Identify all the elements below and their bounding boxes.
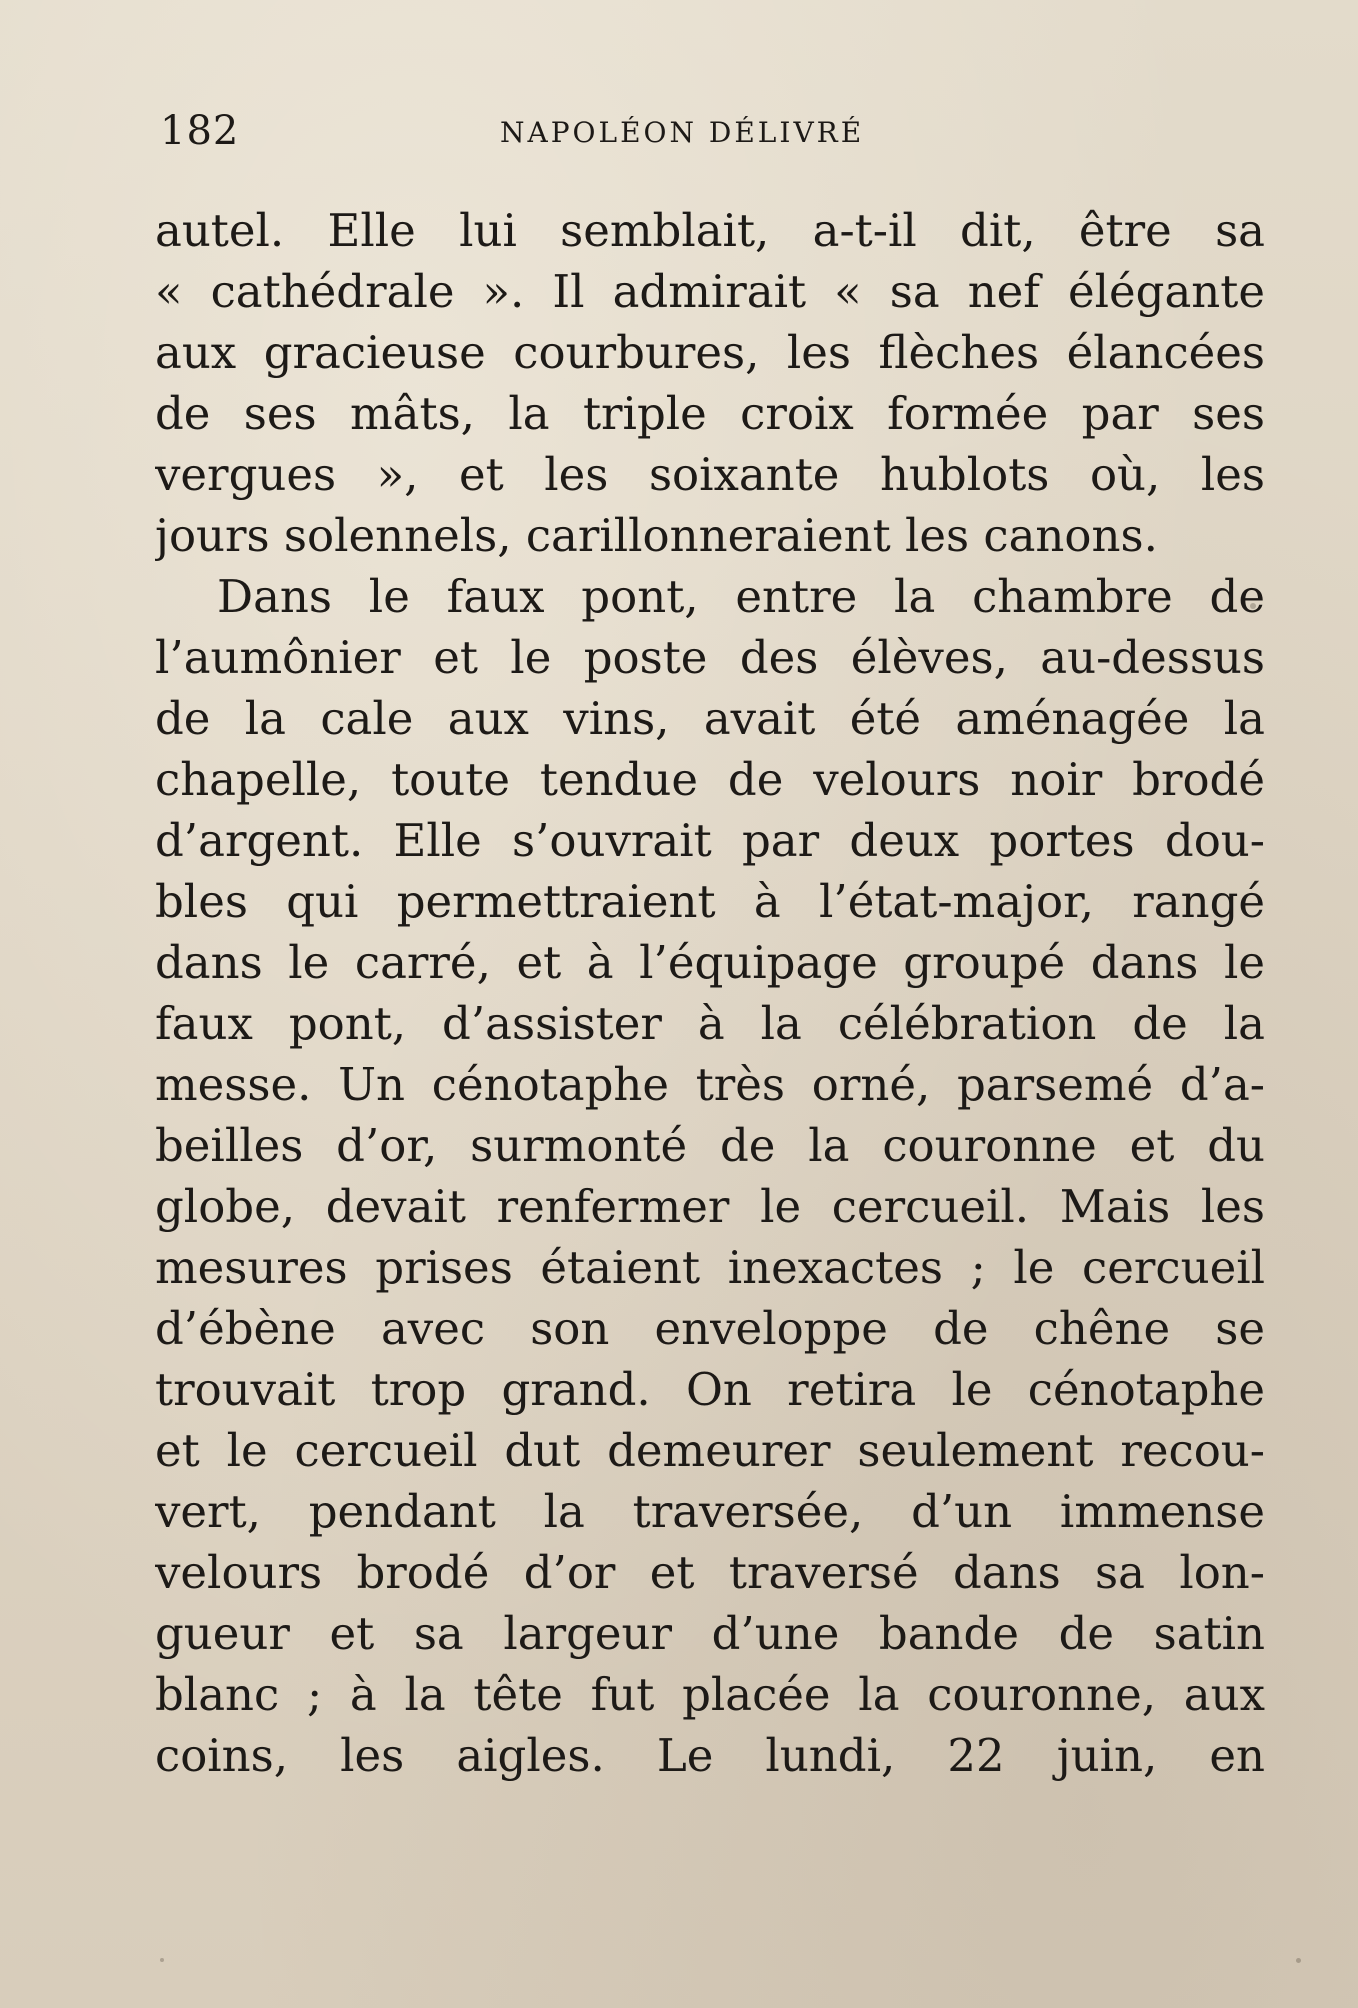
- text-line: chapelle, toute tendue de velours noir brodé: [155, 753, 1265, 806]
- page-number: 182: [160, 108, 240, 154]
- text-line: bles qui permettraient à l’état-major, rangé: [155, 875, 1265, 928]
- paragraph-1: [155, 200, 1265, 566]
- text-line: gueur et sa largeur d’une bande de satin: [155, 1607, 1265, 1660]
- text-line: autel. Elle lui semblait, a-t-il dit, être sa: [155, 204, 1265, 257]
- text-line: blanc ; à la tête fut placée la couronne, aux: [155, 1668, 1265, 1721]
- text-line: beilles d’or, surmonté de la couronne et du: [155, 1119, 1265, 1172]
- text-line: d’ébène avec son enveloppe de chêne se: [155, 1302, 1265, 1355]
- paragraph-2: [155, 566, 1265, 1786]
- text-line: de ses mâts, la triple croix formée par ses: [155, 387, 1265, 440]
- text-line: l’aumônier et le poste des élèves, au-dessus: [155, 631, 1265, 684]
- text-line: de la cale aux vins, avait été aménagée la: [155, 692, 1265, 745]
- page-header: [160, 108, 1260, 158]
- text-line: aux gracieuse courbures, les flèches élancées: [155, 326, 1265, 379]
- text-line: trouvait trop grand. On retira le cénotaphe: [155, 1363, 1265, 1416]
- text-line: faux pont, d’assister à la célébration de la: [155, 997, 1265, 1050]
- text-line: « cathédrale ». Il admirait « sa nef élégante: [155, 265, 1265, 318]
- text-line: dans le carré, et à l’équipage groupé dans le: [155, 936, 1265, 989]
- text-line: et le cercueil dut demeurer seulement recou-: [155, 1424, 1265, 1477]
- ink-spot: [1296, 1958, 1301, 1963]
- text-line: mesures prises étaient inexactes ; le cercueil: [155, 1241, 1265, 1294]
- ink-spot: [160, 1958, 164, 1962]
- text-line: d’argent. Elle s’ouvrait par deux portes dou-: [155, 814, 1265, 867]
- text-line: globe, devait renfermer le cercueil. Mais les: [155, 1180, 1265, 1233]
- running-title: NAPOLÉON DÉLIVRÉ: [500, 116, 865, 149]
- text-line: velours brodé d’or et traversé dans sa lon-: [155, 1546, 1265, 1599]
- text-line: jours solennels, carillonneraient les canons.: [155, 509, 1158, 562]
- text-line: vergues », et les soixante hublots où, les: [155, 448, 1265, 501]
- text-line: coins, les aigles. Le lundi, 22 juin, en: [155, 1729, 1265, 1782]
- ink-spot: [1250, 603, 1256, 609]
- text-line: messe. Un cénotaphe très orné, parsemé d’a-: [155, 1058, 1265, 1111]
- body-text: [155, 200, 1265, 1786]
- text-line: Dans le faux pont, entre la chambre de: [217, 570, 1265, 623]
- text-line: vert, pendant la traversée, d’un immense: [155, 1485, 1265, 1538]
